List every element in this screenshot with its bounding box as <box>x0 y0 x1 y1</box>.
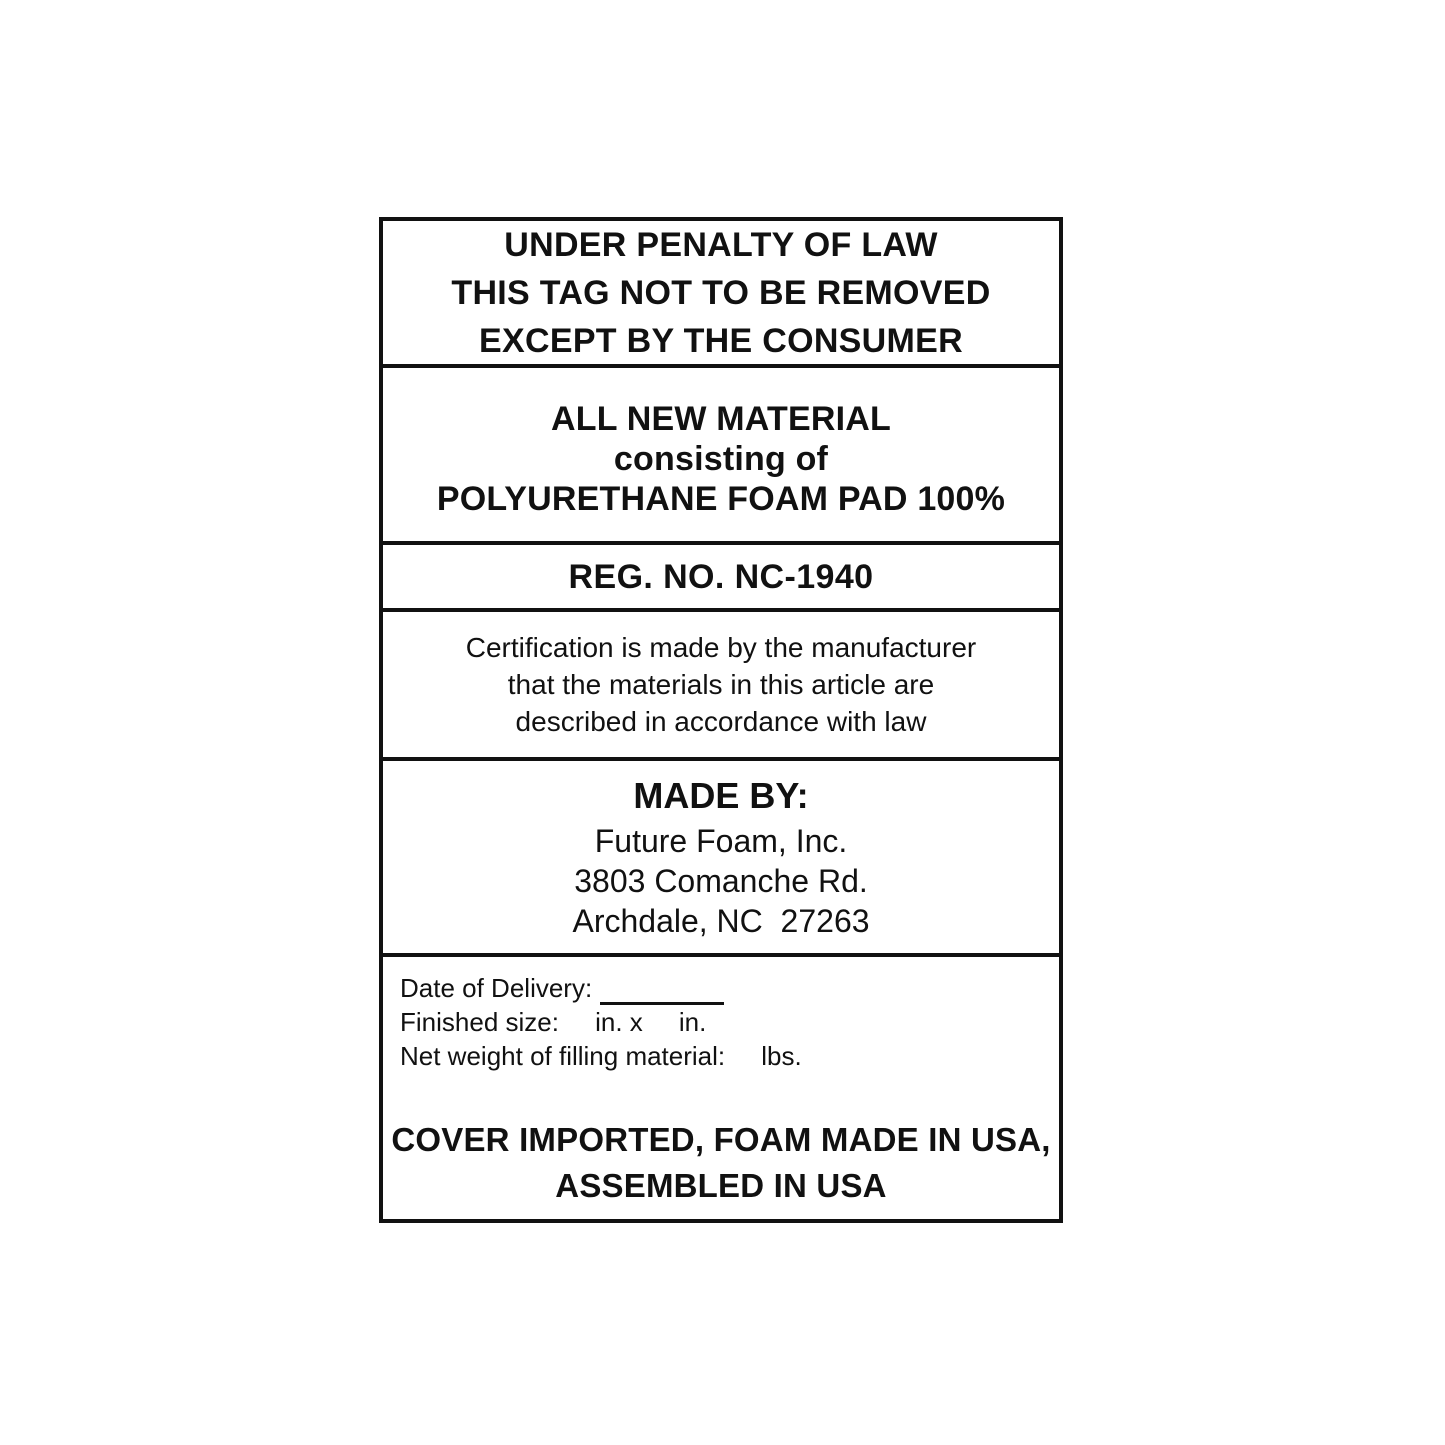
material-line-2: consisting of <box>613 439 829 478</box>
certification-line-3: described in accordance with law <box>515 706 927 737</box>
date-of-delivery-line <box>400 971 1049 1005</box>
penalty-line-2: THIS TAG NOT TO BE REMOVED <box>451 273 991 312</box>
date-of-delivery-blank-line <box>600 984 724 1005</box>
manufacturer-street: 3803 Comanche Rd. <box>574 863 868 899</box>
law-label <box>379 217 1063 1223</box>
certification-line-2: that the materials in this article are <box>507 669 935 700</box>
section-fill-in-and-origin <box>383 957 1059 1219</box>
origin-statement <box>383 1117 1059 1219</box>
section-penalty-notice <box>383 221 1059 368</box>
material-line-3: POLYURETHANE FOAM PAD 100% <box>436 479 1006 518</box>
material-line-1: ALL NEW MATERIAL <box>550 399 891 438</box>
section-certification <box>383 612 1059 761</box>
certification-line-1: Certification is made by the manufacturer <box>465 632 977 663</box>
made-by-heading: MADE BY: <box>633 775 809 816</box>
manufacturer-name: Future Foam, Inc. <box>594 823 848 859</box>
origin-line-1: COVER IMPORTED, FOAM MADE IN USA, <box>391 1121 1051 1158</box>
section-material-contents <box>383 368 1059 545</box>
penalty-line-1: UNDER PENALTY OF LAW <box>504 225 938 264</box>
origin-line-2: ASSEMBLED IN USA <box>555 1167 887 1204</box>
section-registration-number <box>383 545 1059 612</box>
date-of-delivery-label: Date of Delivery: <box>400 973 593 1003</box>
penalty-line-3: EXCEPT BY THE CONSUMER <box>479 321 963 360</box>
manufacturer-city-state-zip: Archdale, NC 27263 <box>572 903 870 939</box>
section-made-by <box>383 761 1059 957</box>
registration-number: REG. NO. NC-1940 <box>568 557 874 596</box>
net-weight-line: Net weight of filling material: lbs. <box>400 1041 802 1071</box>
finished-size-line: Finished size: in. x in. <box>400 1007 707 1037</box>
fill-in-lines <box>383 957 1059 1073</box>
